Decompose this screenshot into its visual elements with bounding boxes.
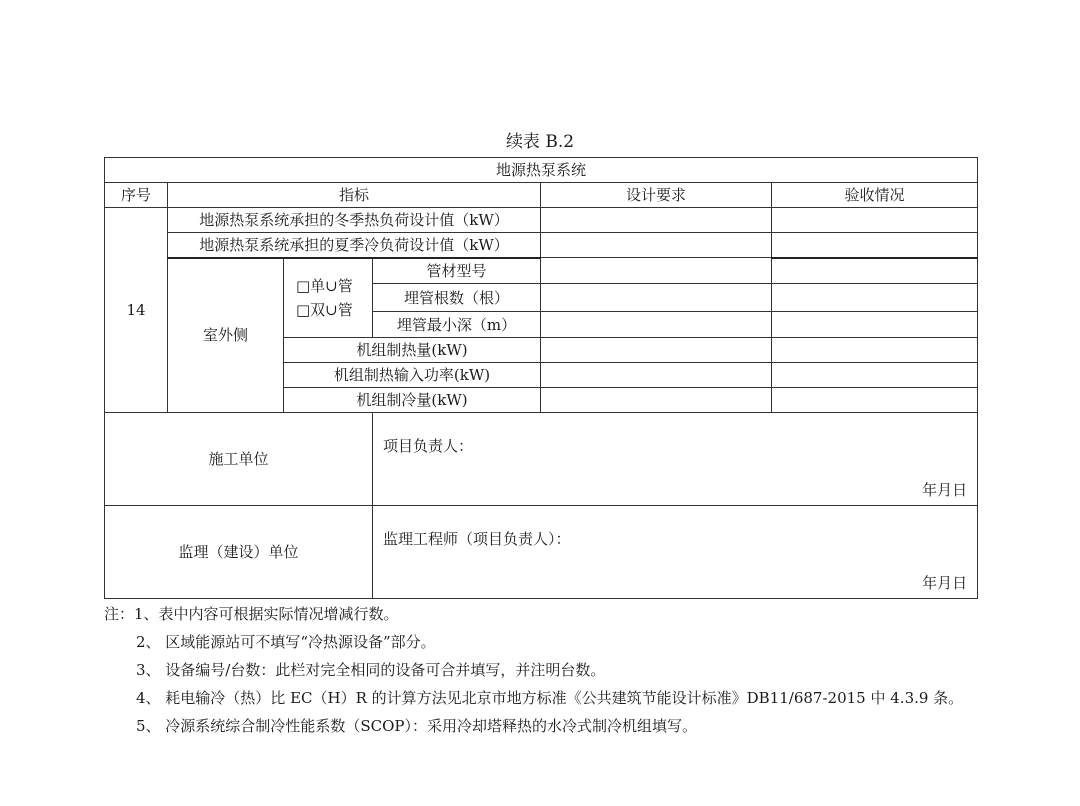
single-u-pipe-option[interactable]: □单∪管	[296, 276, 353, 295]
table-caption: 续表 B.2	[505, 132, 575, 152]
note-item: 3、 设备编号/台数：此栏对完全相同的设备可合并填写，并注明台数。	[136, 661, 606, 679]
unit-cooling-label: 机组制冷量(kW)	[284, 388, 541, 413]
header-indicator: 指标	[168, 183, 541, 208]
unit-cooling-design-cell[interactable]	[541, 388, 772, 413]
summer-load-acceptance-cell[interactable]	[772, 233, 978, 258]
construction-date-label: 年月日	[922, 481, 968, 499]
construction-person-label: 项目负责人：	[383, 437, 474, 455]
supervision-date-label: 年月日	[922, 574, 968, 592]
unit-cooling-acceptance-cell[interactable]	[772, 388, 978, 413]
pipe-material-acceptance-cell[interactable]	[772, 258, 978, 284]
note-item: 注：1、表中内容可根据实际情况增减行数。	[104, 605, 399, 623]
header-design: 设计要求	[541, 183, 772, 208]
construction-unit-label: 施工单位	[105, 413, 373, 506]
outdoor-side-label: 室外侧	[168, 258, 284, 413]
winter-load-acceptance-cell[interactable]	[772, 208, 978, 233]
double-u-pipe-option[interactable]: □双∪管	[296, 300, 353, 319]
winter-load-label: 地源热泵系统承担的冬季热负荷设计值（kW）	[168, 208, 541, 233]
unit-heating-label: 机组制热量(kW)	[284, 338, 541, 363]
pipe-depth-design-cell[interactable]	[541, 312, 772, 338]
supervision-person-label: 监理工程师（项目负责人）：	[383, 530, 571, 548]
winter-load-design-cell[interactable]	[541, 208, 772, 233]
unit-heating-input-design-cell[interactable]	[541, 363, 772, 388]
summer-load-design-cell[interactable]	[541, 233, 772, 258]
note-item: 4、 耗电输冷（热）比 EC（H）R 的计算方法见北京市地方标准《公共建筑节能设计标准》DB11/687-2015 中 4.3.9 条。	[136, 689, 964, 707]
pipe-count-label: 埋管根数（根）	[373, 284, 541, 312]
unit-heating-input-acceptance-cell[interactable]	[772, 363, 978, 388]
pipe-material-design-cell[interactable]	[541, 258, 772, 284]
pipe-depth-acceptance-cell[interactable]	[772, 312, 978, 338]
header-index: 序号	[105, 183, 168, 208]
pipe-count-acceptance-cell[interactable]	[772, 284, 978, 312]
summer-load-label: 地源热泵系统承担的夏季冷负荷设计值（kW）	[168, 233, 541, 258]
note-item: 2、 区域能源站可不填写“冷热源设备”部分。	[136, 633, 436, 651]
pipe-material-label: 管材型号	[373, 258, 541, 284]
section-title: 地源热泵系统	[105, 158, 978, 183]
notes-section	[104, 600, 1004, 740]
construction-signature-cell[interactable]	[373, 413, 978, 506]
pipe-type-options	[284, 258, 373, 338]
unit-heating-input-label: 机组制热输入功率(kW)	[284, 363, 541, 388]
header-acceptance: 验收情况	[772, 183, 978, 208]
supervision-signature-cell[interactable]	[373, 506, 978, 599]
unit-heating-acceptance-cell[interactable]	[772, 338, 978, 363]
supervision-unit-label: 监理（建设）单位	[105, 506, 373, 599]
pipe-count-design-cell[interactable]	[541, 284, 772, 312]
pipe-depth-label: 埋管最小深（m）	[373, 312, 541, 338]
acceptance-table	[104, 157, 978, 599]
unit-heating-design-cell[interactable]	[541, 338, 772, 363]
row-number: 14	[105, 208, 168, 413]
note-item: 5、 冷源系统综合制冷性能系数（SCOP）：采用冷却塔释热的水冷式制冷机组填写。	[136, 717, 697, 735]
